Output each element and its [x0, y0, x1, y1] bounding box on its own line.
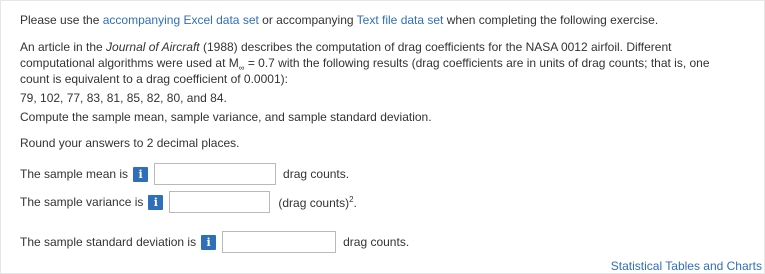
info-icon[interactable]: i [133, 167, 148, 182]
stddev-input[interactable] [222, 231, 336, 253]
problem-line-1 [20, 39, 671, 55]
problem-line-3: count is equivalent to a drag coefficient of 0.0001): [20, 72, 288, 86]
variance-row [20, 190, 357, 214]
variance-unit-period: . [353, 195, 357, 210]
intro-suffix: when completing the following exercise. [443, 13, 659, 27]
excel-data-set-link[interactable]: accompanying Excel data set [102, 13, 259, 27]
stddev-label: The sample standard deviation is [20, 235, 197, 249]
variance-input[interactable] [169, 191, 270, 213]
task-text: Compute the sample mean, sample variance, and sample standard deviation. [20, 110, 432, 124]
problem-line-2-pre: computational algorithms were used at M [20, 56, 239, 70]
variance-unit-text: (drag counts) [278, 195, 350, 210]
variance-label: The sample variance is [20, 195, 144, 209]
stddev-row [20, 230, 409, 254]
problem-line-2-post: = 0.7 with the following results (drag coefficients are in units of drag counts; that is, one [244, 56, 710, 70]
stddev-unit: drag counts. [343, 235, 410, 249]
intro-prefix: Please use the [20, 13, 103, 27]
rounding-instruction: Round your answers to 2 decimal places. [20, 136, 240, 150]
info-icon[interactable]: i [201, 235, 216, 250]
data-values: 79, 102, 77, 83, 81, 85, 82, 80, and 84. [20, 91, 227, 105]
mean-input[interactable] [154, 163, 276, 185]
intro-text [20, 12, 658, 28]
info-icon[interactable]: i [148, 195, 163, 210]
variance-unit-exponent: 2 [349, 194, 354, 204]
mach-subscript: ∞ [238, 63, 245, 73]
problem-line-1-post: (1988) describes the computation of drag coefficients for the NASA 0012 airfoil. Different [199, 40, 672, 54]
intro-mid: or accompanying [258, 13, 357, 27]
journal-name: Journal of Aircraft [106, 40, 200, 54]
mean-label: The sample mean is [20, 167, 129, 181]
variance-unit [278, 195, 357, 210]
mean-unit: drag counts. [283, 167, 350, 181]
text-file-data-set-link[interactable]: Text file data set [356, 13, 444, 27]
problem-line-1-pre: An article in the [20, 40, 107, 54]
statistical-tables-link[interactable]: Statistical Tables and Charts [610, 259, 762, 273]
mean-row [20, 162, 349, 186]
